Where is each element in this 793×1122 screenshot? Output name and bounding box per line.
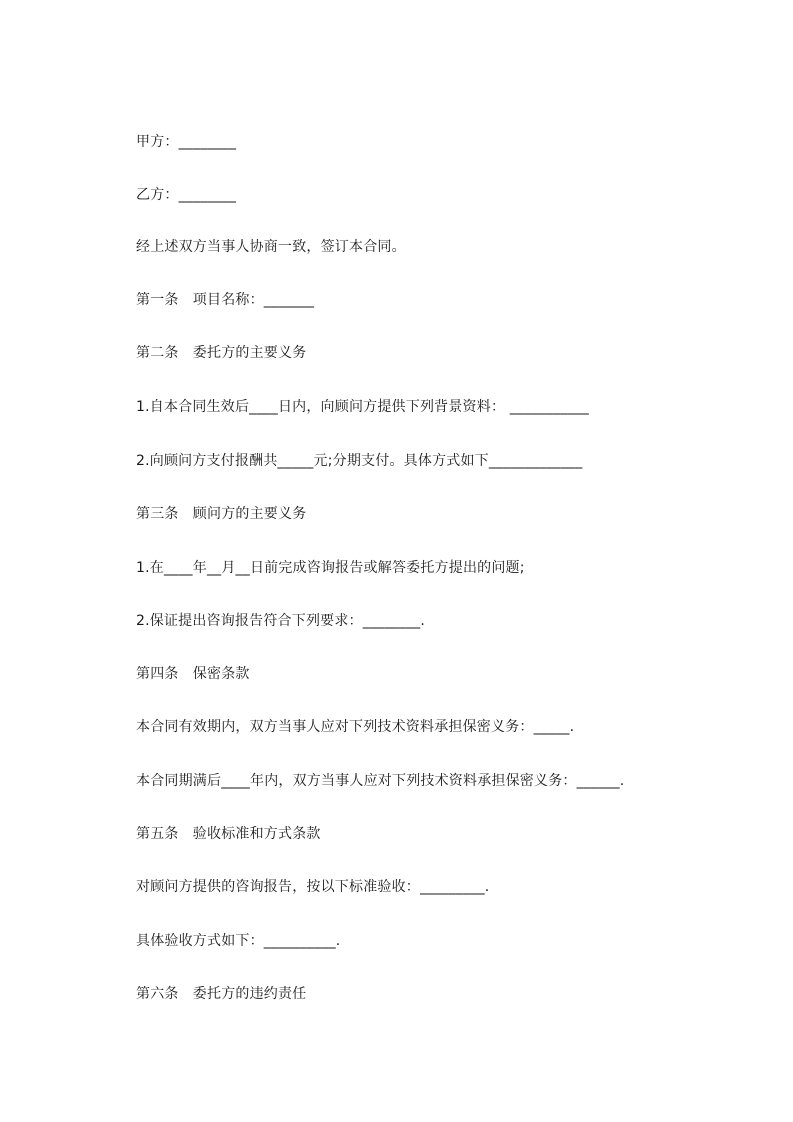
preamble-line: 经上述双方当事人协商一致，签订本合同。 [136,239,406,255]
article-2-clause-2: 2.向顾问方支付报酬共_____元;分期支付。具体方式如下_____________ [136,453,583,469]
article-2-heading: 第二条 委托方的主要义务 [136,345,307,361]
article-4-heading: 第四条 保密条款 [136,666,250,682]
article-2-clause-1: 1.自本合同生效后____日内，向顾问方提供下列背景资料： ___________ [136,399,590,415]
article-6-heading: 第六条 委托方的违约责任 [136,986,307,1002]
article-5-paragraph-2: 具体验收方式如下：__________. [136,933,341,949]
article-3-heading: 第三条 顾问方的主要义务 [136,506,307,522]
party-b-line: 乙方：________ [136,187,237,203]
article-3-clause-1: 1.在____年__月__日前完成咨询报告或解答委托方提出的问题; [136,560,525,576]
party-a-line: 甲方：________ [136,134,237,150]
article-5-paragraph-1: 对顾问方提供的咨询报告，按以下标准验收：_________. [136,879,490,895]
article-3-clause-2: 2.保证提出咨询报告符合下列要求：________. [136,613,426,629]
article-4-paragraph-2: 本合同期满后____年内，双方当事人应对下列技术资料承担保密义务：______. [136,773,625,789]
article-5-heading: 第五条 验收标准和方式条款 [136,826,321,842]
article-1-heading: 第一条 项目名称：_______ [136,292,315,308]
article-4-paragraph-1: 本合同有效期内，双方当事人应对下列技术资料承担保密义务：_____. [136,719,575,735]
